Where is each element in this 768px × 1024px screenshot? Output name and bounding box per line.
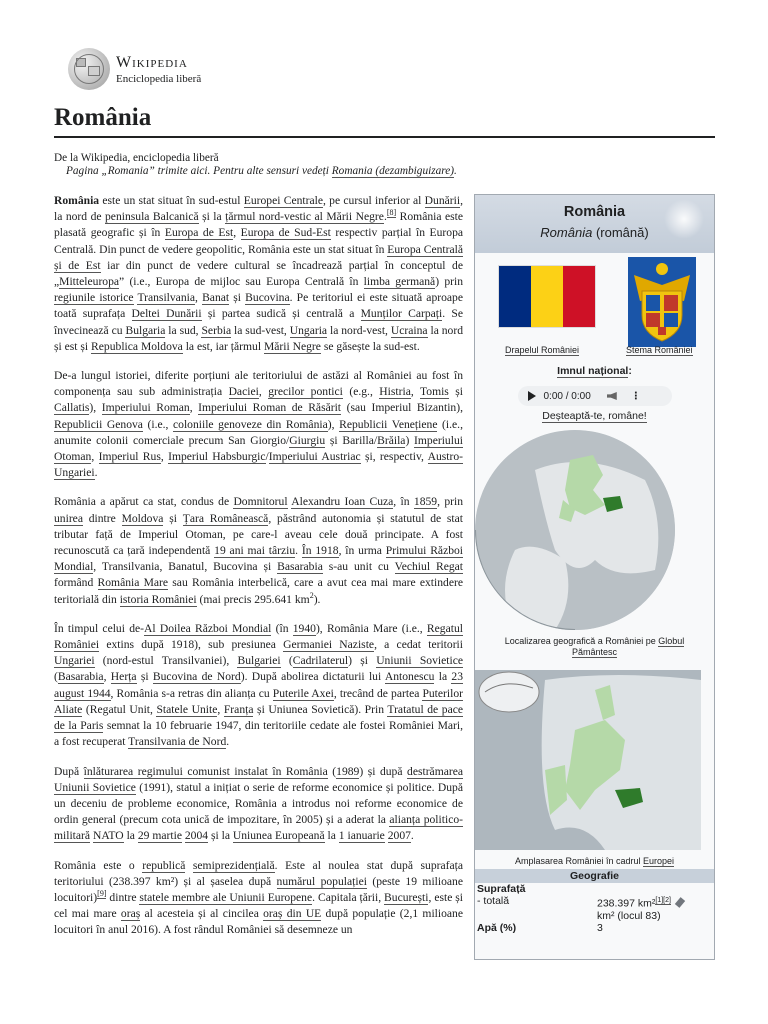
article-link[interactable]: Franța — [223, 702, 254, 716]
article-link[interactable]: Tomis — [420, 385, 449, 399]
article-link[interactable]: Republicii Venețiene — [339, 417, 438, 431]
wikipedia-tagline: Enciclopedia liberă — [116, 72, 202, 85]
article-link[interactable]: Alexandru Ioan Cuza — [291, 495, 394, 509]
article-link[interactable]: 1859 — [413, 495, 438, 509]
water-row: Apă (%) 3 — [475, 922, 714, 934]
article-link[interactable]: istoria României — [119, 592, 197, 606]
coat-of-arms-caption[interactable]: Stema României — [626, 345, 693, 355]
infobox-header — [475, 195, 714, 253]
article-link[interactable]: Moldova — [121, 511, 164, 525]
area-total-value: 238.397 km²[1][2] — [597, 895, 712, 910]
article-link[interactable]: 2004 — [184, 829, 209, 843]
article-link[interactable]: Europa de Sud-Est — [240, 226, 331, 240]
area-rank-value: km² (locul 83) — [597, 909, 661, 922]
article-link[interactable]: semiprezidențială — [192, 858, 275, 872]
romania-flag-image[interactable] — [498, 265, 596, 328]
article-link[interactable]: Domnitorul — [233, 495, 288, 509]
article-link[interactable]: Bulgaria — [125, 323, 166, 337]
paragraph-3: România a apărut ca stat, condus de Domnitorul Alexandru Ioan Cuza, în 1859, prin unirea dintre Moldova și Țara Românească, păstrând autonomia și statutul de stat tributar față de Imperiul Otoman, pe care-l aveau cele două principate. A fost recunoscută ca țară independentă 19 ani mai târziu. În 1918, în urma Primului Război Mondial, Transilvania, Banatul, Bucovina și Basarabia s-au unit cu Vechiul Regat formând România Mare sau România interbelică, care a avut cea mai mare extindere teritorială din istoria României (mai precis 295.641 $km^2$). — [54, 495, 464, 606]
more-options-icon[interactable]: ⋮ — [630, 390, 641, 402]
article-link[interactable]: 23 august 1944 — [54, 670, 464, 700]
article-link[interactable]: republică — [142, 858, 186, 872]
article-link[interactable]: Europa de Est — [164, 226, 234, 240]
article-link[interactable]: Imperiului Roman — [101, 401, 190, 415]
article-link[interactable]: alianța politico-militară — [54, 813, 463, 843]
flag-caption[interactable]: Drapelul României — [505, 345, 580, 355]
article-link[interactable]: Europei Centrale — [243, 194, 323, 207]
article-link[interactable]: Țara Românească — [182, 511, 269, 525]
wikipedia-globe-icon — [68, 48, 110, 90]
infobox — [474, 194, 715, 960]
article-link[interactable]: Imperiul Rus — [98, 450, 161, 464]
article-link[interactable]: 1989 — [336, 764, 360, 778]
article-link[interactable]: Vechiul Regat — [394, 560, 463, 574]
article-link[interactable]: Histria — [379, 385, 411, 399]
article-link[interactable]: Brăila — [377, 433, 406, 447]
article-link[interactable]: Republica Moldova — [91, 339, 183, 353]
anthem-title — [475, 410, 714, 422]
paragraph-2: De-a lungul istoriei, diferite porțiuni ale teritoriului de astăzi al României au fost în componența sau sub administrația Daciei, grecilor pontici (e.g., Histria, Tomis și Callatis), Imperiului Roman, Imperiului Roman de Răsărit (sau Imperiul Bizantin), Republicii Genova (i.e., coloniile genoveze din România), Republicii Venețiene (i.e., anumite colonii comerciale precum San Giorgio/Giurgiu și Barilla/Brăila) Imperiului Otoman, Imperiul Rus, Imperiul Habsburgic/Imperiului Austriac și, respectiv, Austro-Ungariei. — [54, 369, 464, 480]
flag-and-coat-of-arms — [475, 253, 714, 365]
title-divider — [54, 136, 715, 138]
paragraph-6: România este o republică semiprezidențială. Este al noulea stat după suprafața teritoriului (238.397 km²) și al șaselea după numărul populației (peste 19 milioane locuitori)[9] dintre statele membre ale Uniunii Europene. Capitala țării, București, este și cel mai mare oraș al acesteia și al cincilea oraș din UE după populație (2,1 milioane locuitori în anul 2016). A fost rândul României să desemneze un — [54, 858, 464, 937]
volume-icon[interactable] — [607, 392, 617, 400]
europe-map-caption: Amplasarea României în cadrul Europei — [514, 856, 675, 866]
article-link[interactable]: Germaniei Naziste — [283, 638, 375, 652]
article-link[interactable]: Austro-Ungariei — [54, 450, 464, 480]
article-link[interactable]: Basarabia — [57, 670, 104, 684]
article-link[interactable]: 29 martie — [137, 829, 182, 843]
anthem-label: Imnul național: — [557, 365, 632, 377]
article-link[interactable]: 2007 — [387, 829, 411, 843]
article-body — [54, 193, 463, 952]
article-link[interactable]: Puterilor Aliate — [54, 686, 464, 716]
article-link[interactable]: oraș — [120, 907, 141, 921]
reference-link[interactable]: [9] — [97, 889, 107, 899]
article-link[interactable]: Transilvania de Nord — [128, 735, 227, 749]
article-link[interactable]: Al Doilea Război Mondial — [144, 621, 272, 635]
globe-link[interactable]: Globul Pământesc — [571, 636, 685, 657]
article-link[interactable]: Giurgiu — [289, 433, 326, 447]
paragraph-4: În timpul celui de-Al Doilea Război Mondial (în 1940), România Mare (i.e., Regatul României extins după 1918), sub presiunea Germaniei Naziste, a cedat teritorii Ungariei (nord-estul Transilvaniei), Bulgariei (Cadrilaterul) și Uniunii Sovietice (Basarabia, Herța și Bucovina de Nord). După abolirea dictaturii lui Antonescu la 23 august 1944, România s-a retras din alianța cu Puterile Axei, trecând de partea Puterilor Aliate (Regatul Unit, Statele Unite, Franța și Uniunea Sovietică). Prin Tratatul de pace de la Paris semnat la 10 februarie 1947, din teritoriile cedate ale fostei României Mari, a fost recuperat Transilvania de Nord. — [54, 621, 464, 749]
wikipedia-wordmark: Wikipedia — [116, 53, 188, 71]
article-link[interactable]: București — [384, 890, 429, 904]
globe-location-map[interactable] — [475, 430, 675, 630]
article-link[interactable]: Puterile Axei — [272, 686, 334, 700]
anthem-link[interactable]: Imnul național — [557, 365, 629, 377]
paragraph-1: România este un stat situat în sud-estul Europei Centrale, pe cursul inferior al Dunării, la nord de peninsula Balcanică și la țărmul nord-vestic al Mării Negre.[8] România este plasată geografic și în Europa de Est, Europa de Sud-Est respectiv parțial în Europa Centrală. Din punct de vedere geopolitic, România este un stat situat în Europa Centrală și de Est iar din punct de vedere cultural se încadrează parțial în conceptul de „Mitteleuropa” (i.e., Europa de mijloc sau Europa Centrală în limba germană) prin regiunile istorice Transilvania, Banat și Bucovina. Pe teritoriul ei este situată aproape toată suprafața Deltei Dunării și partea sudică și centrală a Munților Carpați. Se învecinează cu Bulgaria la sud, Serbia la sud-vest, Ungaria la nord-vest, Ucraina la nord și est și Republica Moldova la est, iar țărmul Mării Negre se găsește la sud-est. — [54, 194, 464, 353]
article-link[interactable]: regiunile istorice — [54, 291, 134, 305]
article-link[interactable]: destrămarea Uniunii Sovietice — [54, 764, 464, 794]
article-link[interactable]: peninsula Balcanică — [105, 210, 199, 224]
article-link[interactable]: oraș din UE — [263, 907, 322, 921]
coat-of-arms-image[interactable] — [628, 257, 696, 347]
article-link[interactable]: Mitteleuropa — [59, 275, 120, 289]
article-link[interactable]: Ungariei — [54, 654, 95, 668]
article-link[interactable]: Basarabia — [277, 560, 323, 574]
article-link[interactable]: limba germană — [363, 275, 436, 289]
article-link[interactable]: Tratatul de pace de la Paris — [54, 702, 464, 733]
article-link[interactable]: 1940 — [292, 621, 316, 635]
article-link[interactable]: unirea — [54, 511, 83, 525]
article-link[interactable]: Munților Carpați — [360, 307, 443, 321]
article-link[interactable]: Bucovina de Nord — [152, 670, 241, 684]
article-link[interactable]: Callatis — [54, 401, 90, 415]
wikipedia-logo[interactable] — [68, 48, 201, 90]
article-link[interactable]: Republicii Genova — [54, 417, 143, 431]
article-link[interactable]: Uniunii Sovietice — [376, 654, 463, 668]
article-link[interactable]: Uniunea Europeană — [232, 829, 325, 843]
article-link[interactable]: Cadrilaterul — [292, 654, 349, 668]
article-link[interactable]: În 1918 — [301, 544, 339, 558]
article-link[interactable]: 19 ani mai târziu — [214, 544, 296, 558]
article-link[interactable]: Regatul României — [54, 621, 463, 652]
article-link[interactable]: Deltei Dunării — [131, 307, 202, 321]
article-link[interactable]: Ucraina — [390, 323, 428, 337]
globe-map-caption: Localizarea geografică a României pe Globul Pământesc — [504, 636, 685, 657]
article-link[interactable]: Banat — [202, 291, 230, 305]
article-link[interactable]: țărmul nord-vestic al Mării Negre — [225, 210, 384, 224]
reference-link[interactable]: [8] — [386, 208, 397, 218]
article-link[interactable]: Imperiului Otoman — [54, 433, 463, 464]
area-total-row: - totală 238.397 km²[1][2] — [475, 895, 714, 910]
article-link[interactable]: Dunării — [424, 194, 461, 207]
play-icon[interactable] — [528, 391, 536, 401]
site-subtitle: De la Wikipedia, enciclopedia liberă — [54, 152, 219, 164]
area-rank-row — [475, 910, 714, 922]
infobox-title: România — [563, 204, 626, 220]
anthem-title-link[interactable]: Deșteaptă-te, române! — [542, 410, 647, 422]
europe-link[interactable]: Europei — [643, 856, 675, 866]
article-link[interactable]: grecilor pontici — [268, 385, 343, 399]
article-link[interactable]: Transilvania — [137, 291, 195, 305]
infobox-local-name: România (română) — [540, 225, 649, 240]
article-link[interactable]: Imperiul Habsburgic — [168, 450, 266, 464]
article-link[interactable]: Primului Război Mondial — [54, 544, 464, 574]
article-link[interactable]: coloniile genoveze din România — [173, 417, 328, 431]
article-link[interactable]: Bulgariei — [237, 654, 281, 668]
water-value: 3 — [597, 921, 603, 934]
article-link[interactable]: România Mare — [97, 576, 169, 590]
article-link[interactable]: Mării Negre — [263, 339, 321, 353]
reference-link[interactable]: [1][2] — [655, 897, 671, 904]
article-link[interactable]: Antonescu — [384, 670, 435, 684]
article-link[interactable]: Europa Centrală și de Est — [54, 242, 463, 272]
page-title: România — [54, 104, 152, 131]
article-link[interactable]: Ungaria — [289, 323, 328, 337]
article-link[interactable]: Serbia — [201, 323, 232, 337]
firework-decoration-icon — [664, 199, 704, 239]
player-time: 0:00 / 0:00 — [543, 390, 591, 402]
article-link[interactable]: Imperiului Austriac — [268, 450, 361, 464]
paragraph-5: După înlăturarea regimului comunist instalat în România (1989) și după destrămarea Uniunii Sovietice (1991), statul a inițiat o serie de reforme economice și politice. După un deceniu de probleme economice, România a introdus noi reforme economice de ordin general (precum cota unică de impozitare, în 2005) și a aderat la alianța politico-militară NATO la 29 martie 2004 și la Uniunea Europeană la 1 ianuarie 2007. — [54, 764, 464, 843]
article-link[interactable]: numărul populației — [276, 874, 367, 888]
article-link[interactable]: Bucovina — [245, 291, 290, 305]
article-link[interactable]: înlăturarea regimului comunist instalat în România — [83, 764, 328, 778]
geography-section-header: Geografie — [475, 869, 714, 883]
article-link[interactable]: Imperiului Roman de Răsărit — [198, 401, 342, 415]
article-link[interactable]: Daciei — [228, 385, 259, 399]
hatnote-link[interactable]: Romania (dezambiguizare) — [331, 165, 455, 177]
area-row: Suprafață — [477, 883, 526, 895]
hatnote: Pagina „Romania” trimite aici. Pentru alte sensuri vedeți Romania (dezambiguizare). — [66, 165, 457, 177]
edit-pencil-icon[interactable] — [675, 897, 685, 908]
article-link[interactable]: NATO — [92, 829, 124, 843]
article-link[interactable]: Herța — [110, 670, 137, 684]
europe-location-map[interactable] — [475, 670, 701, 850]
article-link[interactable]: Statele Unite — [156, 702, 218, 716]
article-link[interactable]: 1 ianuarie — [338, 829, 385, 843]
audio-player[interactable] — [518, 386, 672, 406]
article-link[interactable]: statele membre ale Uniunii Europene — [139, 890, 313, 904]
